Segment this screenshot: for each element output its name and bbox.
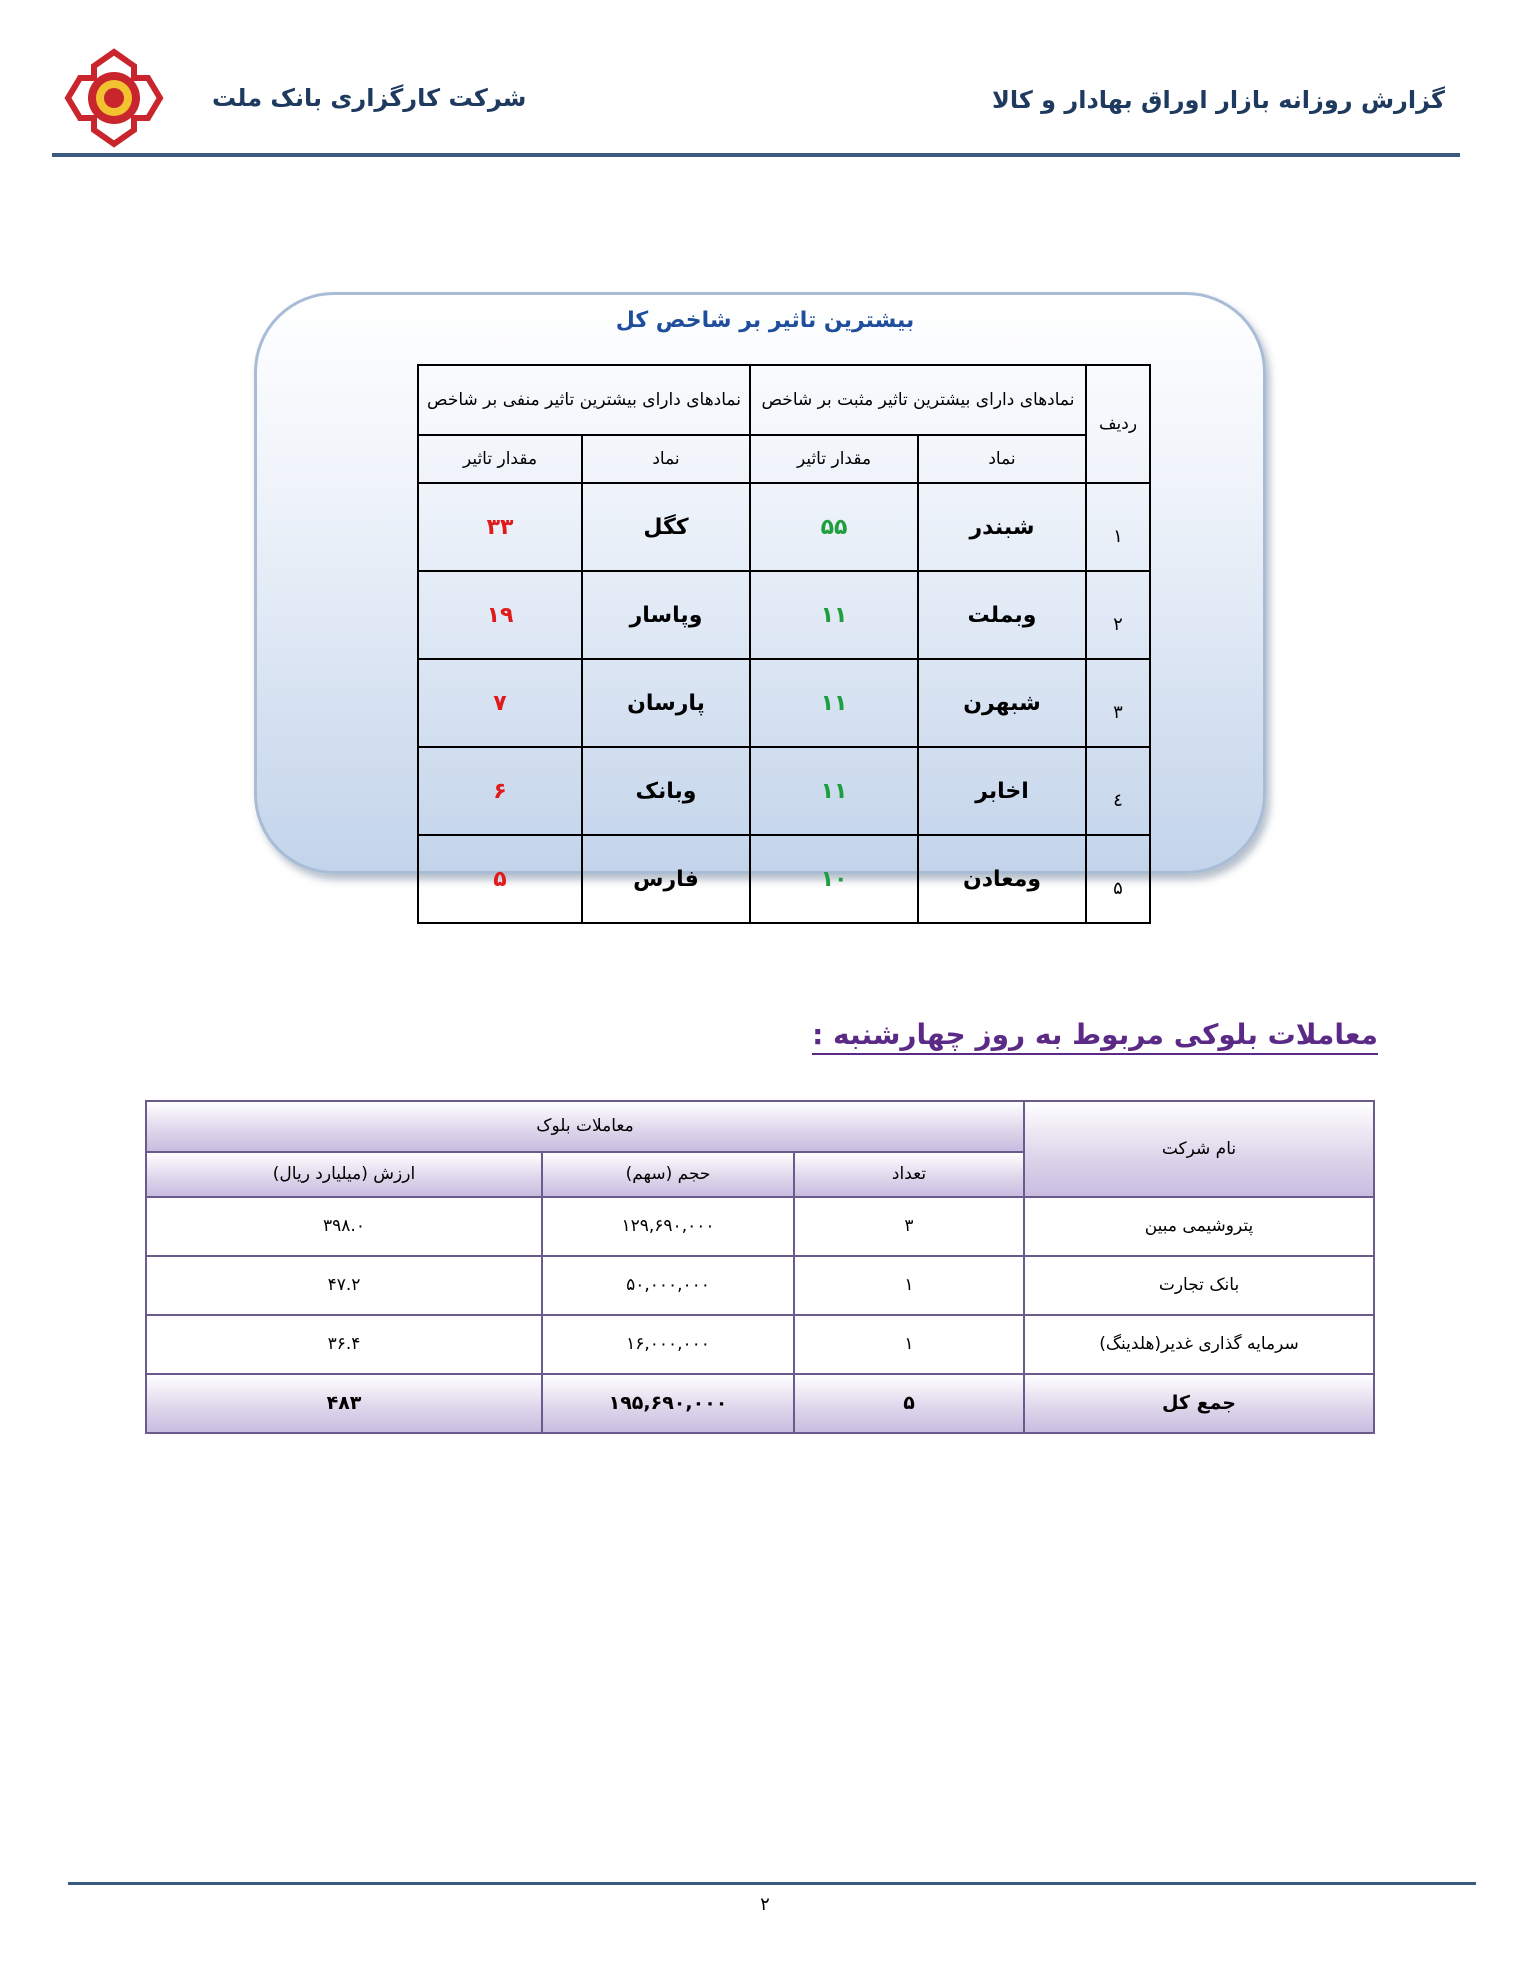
column-header-positive-symbol: نماد [918, 435, 1086, 483]
volume-cell: ۱۲۹,۶۹۰,۰۰۰ [542, 1197, 794, 1256]
negative-symbol: وبانک [582, 747, 750, 835]
page-number: ۲ [760, 1894, 770, 1915]
table-row [418, 571, 1150, 659]
footer-divider [68, 1882, 1476, 1885]
positive-symbol: اخابر [918, 747, 1086, 835]
volume-cell: ۱۶,۰۰۰,۰۰۰ [542, 1315, 794, 1374]
total-value: ۴۸۳ [146, 1374, 542, 1433]
total-volume: ۱۹۵,۶۹۰,۰۰۰ [542, 1374, 794, 1433]
column-header-positive-amount: مقدار تاثیر [750, 435, 918, 483]
negative-value: ۵ [418, 835, 582, 923]
company-name: شرکت کارگزاری بانک ملت [212, 84, 527, 112]
value-cell: ۳۹۸.۰ [146, 1197, 542, 1256]
negative-value: ۶ [418, 747, 582, 835]
positive-value: ۱۱ [750, 747, 918, 835]
positive-symbol: شبهرن [918, 659, 1086, 747]
column-group-positive: نمادهای دارای بیشترین تاثیر مثبت بر شاخص [750, 365, 1086, 435]
row-index: ٤ [1086, 747, 1150, 835]
negative-symbol: کگل [582, 483, 750, 571]
column-group-negative: نمادهای دارای بیشترین تاثیر منفی بر شاخص [418, 365, 750, 435]
table-row [146, 1315, 1374, 1374]
count-cell: ۱ [794, 1256, 1024, 1315]
volume-cell: ۵۰,۰۰۰,۰۰۰ [542, 1256, 794, 1315]
positive-value: ۱۱ [750, 571, 918, 659]
negative-symbol: پارسان [582, 659, 750, 747]
row-index: ۲ [1086, 571, 1150, 659]
company-name-cell: پتروشیمی مبین [1024, 1197, 1374, 1256]
row-index: ۵ [1086, 835, 1150, 923]
column-header-negative-symbol: نماد [582, 435, 750, 483]
negative-value: ۷ [418, 659, 582, 747]
index-impact-table [417, 364, 1151, 924]
company-name-cell: بانک تجارت [1024, 1256, 1374, 1315]
total-row [146, 1374, 1374, 1433]
table-row [146, 1197, 1374, 1256]
table-row [418, 747, 1150, 835]
positive-symbol: وبملت [918, 571, 1086, 659]
positive-value: ۱۰ [750, 835, 918, 923]
negative-symbol: فارس [582, 835, 750, 923]
company-logo-icon [62, 46, 166, 150]
value-cell: ۳۶.۴ [146, 1315, 542, 1374]
column-header-volume: حجم (سهم) [542, 1152, 794, 1197]
negative-value: ۱۹ [418, 571, 582, 659]
report-title: گزارش روزانه بازار اوراق بهادار و کالا [991, 86, 1445, 114]
column-header-index: ردیف [1086, 365, 1150, 483]
positive-value: ۱۱ [750, 659, 918, 747]
column-group-block-trades: معاملات بلوک [146, 1101, 1024, 1152]
row-index: ۱ [1086, 483, 1150, 571]
header-divider [52, 153, 1460, 157]
total-count: ۵ [794, 1374, 1024, 1433]
value-cell: ۴۷.۲ [146, 1256, 542, 1315]
table-row [418, 659, 1150, 747]
positive-symbol: شبندر [918, 483, 1086, 571]
column-header-value: ارزش (میلیارد ریال) [146, 1152, 542, 1197]
count-cell: ۳ [794, 1197, 1024, 1256]
row-index: ۳ [1086, 659, 1150, 747]
column-header-negative-amount: مقدار تاثیر [418, 435, 582, 483]
count-cell: ۱ [794, 1315, 1024, 1374]
company-name-cell: سرمایه گذاری غدیر(هلدینگ) [1024, 1315, 1374, 1374]
negative-symbol: وپاسار [582, 571, 750, 659]
block-trades-table [145, 1100, 1375, 1434]
table-row [418, 483, 1150, 571]
index-impact-title: بیشترین تاثیر بر شاخص کل [615, 308, 915, 333]
table-row [418, 835, 1150, 923]
total-label: جمع کل [1024, 1374, 1374, 1433]
positive-symbol: ومعادن [918, 835, 1086, 923]
column-header-count: تعداد [794, 1152, 1024, 1197]
negative-value: ۳۳ [418, 483, 582, 571]
positive-value: ۵۵ [750, 483, 918, 571]
column-header-company: نام شرکت [1024, 1101, 1374, 1197]
table-row [146, 1256, 1374, 1315]
block-trades-heading: معاملات بلوکی مربوط به روز چهارشنبه : [812, 1018, 1378, 1055]
